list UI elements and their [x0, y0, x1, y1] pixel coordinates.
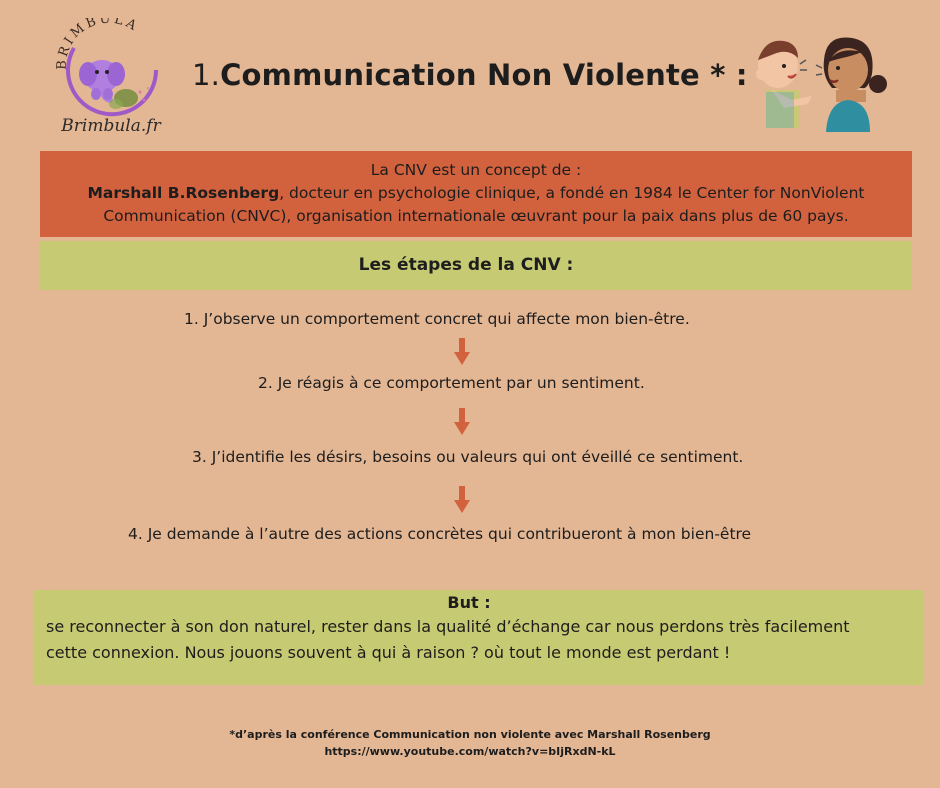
concept-intro: La CNV est un concept de :: [370, 161, 582, 179]
two-children-talking-illustration: [752, 30, 892, 132]
concept-line-2-rest: , docteur en psychologie clinique, a fondé en 1984 le Center for NonViolent: [279, 184, 865, 202]
goal-title: But :: [447, 593, 491, 612]
down-arrow-icon: [454, 486, 470, 514]
down-arrow-icon: [454, 408, 470, 436]
title-text: Communication Non Violente * :: [220, 58, 748, 92]
speech-lines-icon: [800, 60, 822, 75]
step-1: 1. J’observe un comportement concret qui affecte mon bien-être.: [184, 310, 690, 328]
logo-url: Brimbula.fr: [61, 116, 161, 136]
concept-line-3: Communication (CNVC), organisation internationale œuvrant pour la paix dans plus de 60 pays.: [103, 207, 849, 225]
goal-text: [46, 614, 916, 666]
footnote-link[interactable]: https://www.youtube.com/watch?v=bIjRxdN-kL: [324, 745, 616, 758]
concept-line-2: [40, 182, 912, 205]
footnote: [0, 726, 940, 760]
brimbula-logo: [52, 18, 164, 142]
boy-icon: [756, 41, 812, 128]
down-arrow-icon: [454, 338, 470, 366]
title-number: 1.: [192, 58, 221, 92]
step-3: 3. J’identifie les désirs, besoins ou valeurs qui ont éveillé ce sentiment.: [192, 448, 744, 466]
concept-author: Marshall B.Rosenberg: [87, 184, 280, 202]
concept-box: [40, 151, 912, 237]
page-title: [192, 58, 748, 92]
goal-line-1: se reconnecter à son don naturel, rester dans la qualité d’échange car nous perdons très facilement: [46, 617, 850, 636]
goal-box: [34, 590, 924, 685]
step-2: 2. Je réagis à ce comportement par un sentiment.: [258, 374, 645, 392]
girl-icon: [824, 37, 887, 132]
goal-line-2: cette connexion. Nous jouons souvent à qui à raison ? où tout le monde est perdant !: [46, 643, 731, 662]
footnote-source: *d’après la conférence Communication non violente avec Marshall Rosenberg: [229, 728, 711, 741]
leaf-icon: [109, 87, 149, 109]
steps-heading: Les étapes de la CNV :: [40, 241, 912, 290]
step-4: 4. Je demande à l’autre des actions concrètes qui contribueront à mon bien-être: [128, 525, 752, 543]
logo-arc-text: BRIMBULA: [54, 18, 142, 71]
